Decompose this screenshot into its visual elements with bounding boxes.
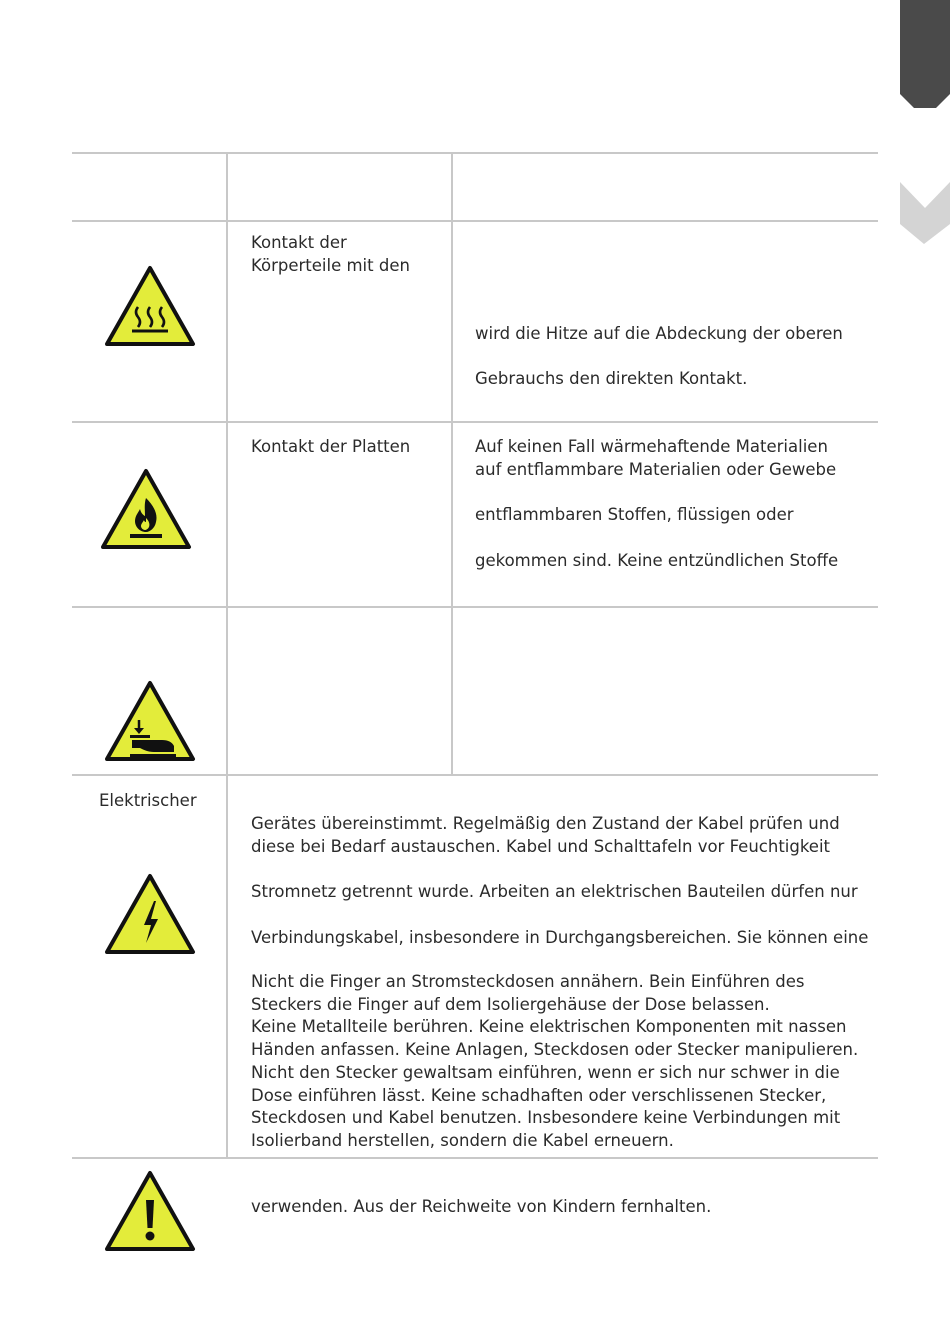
- section-tab-active[interactable]: [900, 0, 950, 110]
- row4-text-line10: Dose einführen lässt. Keine schadhaften oder verschlissenen Stecker,: [251, 1085, 827, 1105]
- row4-text-line11: Steckdosen und Kabel benutzen. Insbesondere keine Verbindungen mit: [251, 1108, 841, 1128]
- row2-measure-line2: auf entflammbare Materialien oder Gewebe: [475, 460, 837, 479]
- general-warning-icon: [104, 1170, 196, 1252]
- row4-text-line7: Keine Metallteile berühren. Keine elektrischen Komponenten mit nassen: [251, 1017, 847, 1037]
- row4-text-line6: Steckers die Finger auf dem Isoliergehäuse der Dose belassen.: [251, 994, 770, 1014]
- row1-contact-label-line1: Kontakt der: [251, 233, 347, 252]
- row1-measure-line1: wird die Hitze auf die Abdeckung der oberen: [475, 324, 843, 343]
- row4-text-line3: Stromnetz getrennt wurde. Arbeiten an elektrischen Bauteilen dürfen nur: [251, 882, 858, 901]
- table-rule-row1: [72, 421, 878, 423]
- row4-text-line4: Verbindungskabel, insbesondere in Durchgangsbereichen. Sie können eine: [251, 928, 869, 947]
- crush-hand-warning-icon: [104, 680, 196, 762]
- row4-text-line9: Nicht den Stecker gewaltsam einführen, wenn er sich nur schwer in die: [251, 1062, 840, 1082]
- table-rule-row3: [72, 774, 878, 776]
- table-column-divider-2: [451, 152, 453, 775]
- row4-text-line12: Isolierband herstellen, sondern die Kabel erneuern.: [251, 1130, 674, 1150]
- flammable-warning-icon: [100, 468, 192, 550]
- row4-text-line5: Nicht die Finger an Stromsteckdosen annähern. Bein Einführen des: [251, 972, 805, 991]
- row2-contact-label: Kontakt der Platten: [251, 437, 411, 456]
- hot-surface-warning-icon: [104, 265, 196, 347]
- electric-shock-warning-icon: [104, 873, 196, 955]
- table-rule-header: [72, 220, 878, 222]
- row4-text-paragraph: [251, 971, 858, 1153]
- row4-text-line2: diese bei Bedarf austauschen. Kabel und Schalttafeln vor Feuchtigkeit: [251, 837, 831, 856]
- row2-measure-line4: gekommen sind. Keine entzündlichen Stoffe: [475, 551, 839, 570]
- row4-text-line8: Händen anfassen. Keine Anlagen, Steckdosen oder Stecker manipulieren.: [251, 1040, 859, 1060]
- row1-contact-label-line2: Körperteile mit den: [251, 256, 410, 275]
- row4-text-line1: Gerätes übereinstimmt. Regelmäßig den Zustand der Kabel prüfen und: [251, 814, 840, 833]
- row4-hazard-label: Elektrischer: [99, 791, 197, 810]
- row2-measure-line3: entflammbaren Stoffen, flüssigen oder: [475, 505, 794, 524]
- table-rule-row4: [72, 1157, 878, 1159]
- table-column-divider-1: [226, 152, 228, 1158]
- table-rule-top: [72, 152, 878, 154]
- table-rule-row2: [72, 606, 878, 608]
- row2-measure-line1: Auf keinen Fall wärmehaftende Materialien: [475, 437, 828, 456]
- row1-measure-line2: Gebrauchs den direkten Kontakt.: [475, 369, 748, 388]
- row5-text-line1: verwenden. Aus der Reichweite von Kindern fernhalten.: [251, 1197, 712, 1216]
- section-tab-next[interactable]: [900, 180, 950, 244]
